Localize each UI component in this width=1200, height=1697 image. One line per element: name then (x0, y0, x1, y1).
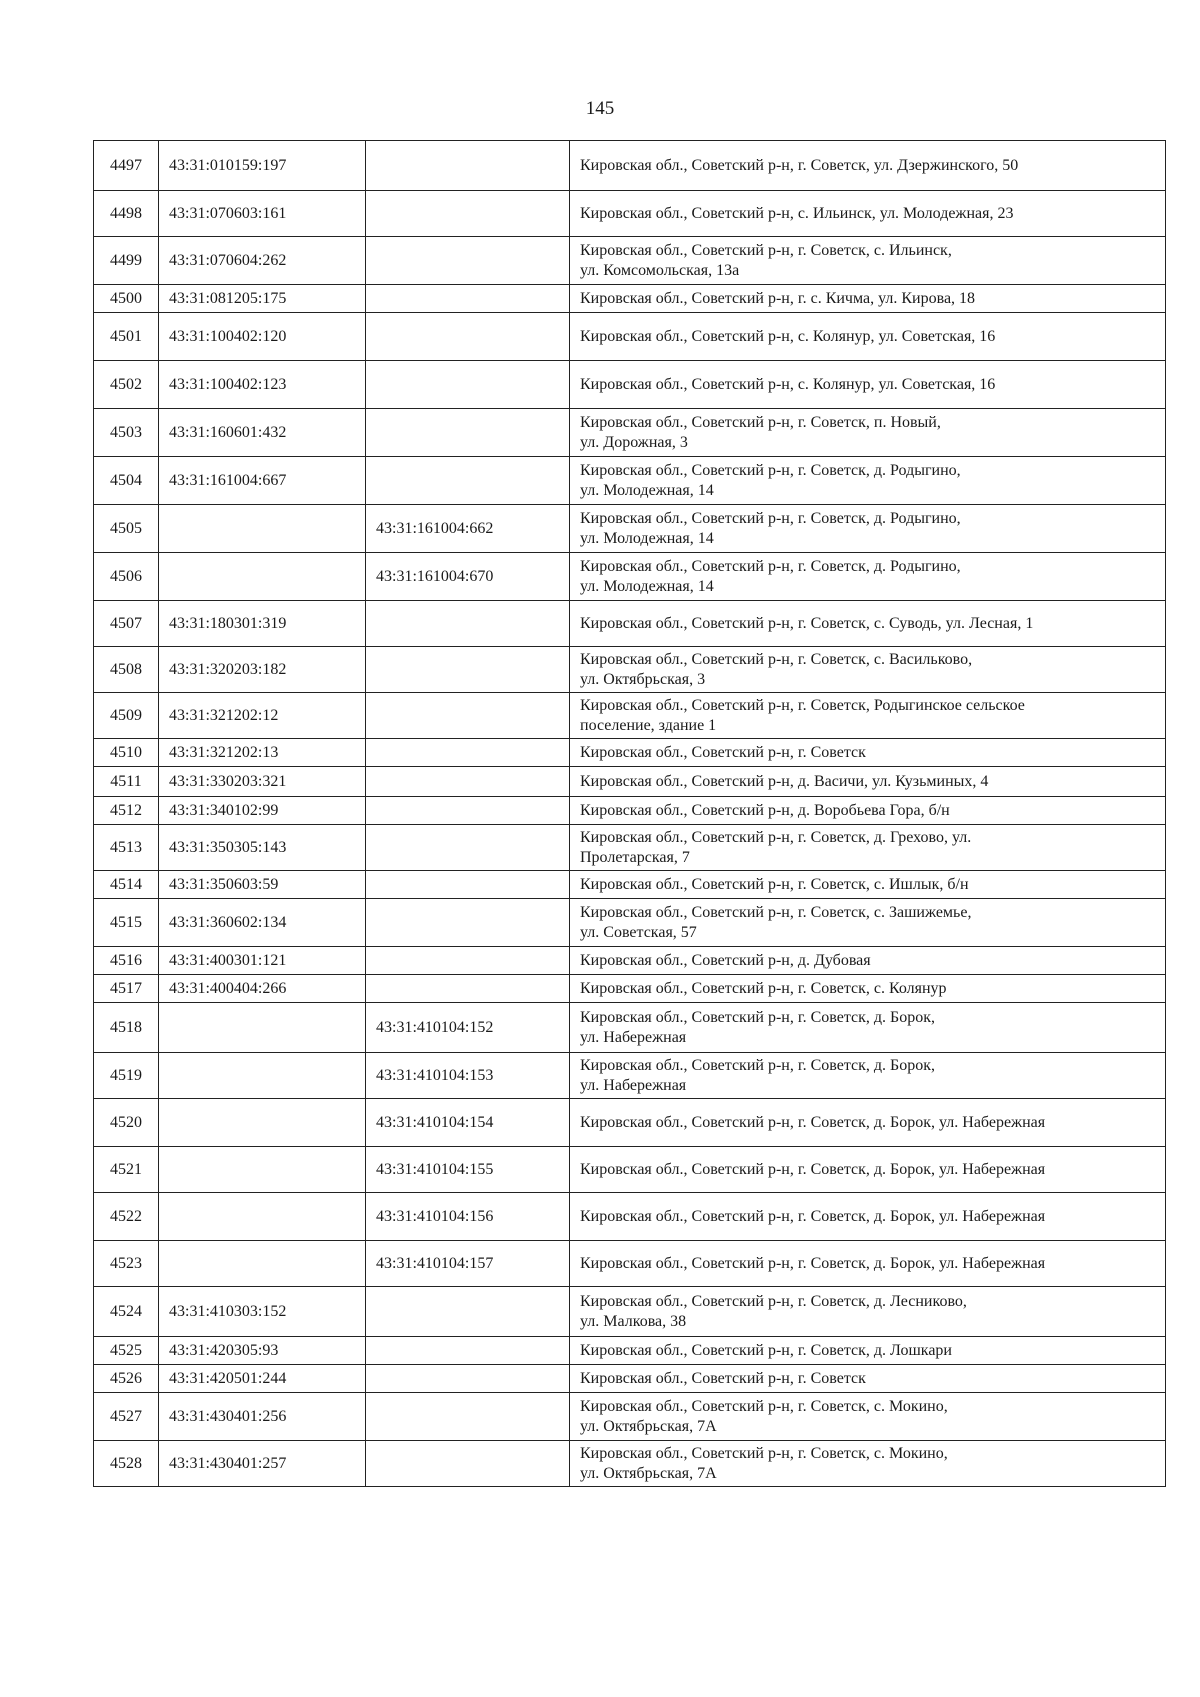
row-number-cell: 4508 (94, 647, 159, 693)
row-number-cell: 4524 (94, 1287, 159, 1337)
table-row (94, 1053, 1166, 1099)
related-cadastral-number-cell: 43:31:161004:670 (366, 553, 570, 601)
address-cell (570, 553, 1166, 601)
table-row (94, 237, 1166, 285)
related-cadastral-number-cell (366, 191, 570, 237)
cadastral-number-cell: 43:31:160601:432 (159, 409, 366, 457)
address-cell (570, 1441, 1166, 1487)
property-register-table (93, 140, 1166, 1487)
address-line: Кировская обл., Советский р-н, г. Советск, с. Мокино, (580, 1397, 948, 1415)
table-row (94, 899, 1166, 947)
row-number-cell: 4509 (94, 693, 159, 739)
cadastral-number-cell (159, 553, 366, 601)
address-line: Кировская обл., Советский р-н, г. Советск, д. Родыгино, (580, 461, 961, 479)
row-number-cell: 4515 (94, 899, 159, 947)
address-cell (570, 1193, 1166, 1241)
related-cadastral-number-cell: 43:31:410104:157 (366, 1241, 570, 1287)
row-number-cell: 4514 (94, 871, 159, 899)
row-number-cell: 4520 (94, 1099, 159, 1147)
cadastral-number-cell (159, 1053, 366, 1099)
address-cell (570, 647, 1166, 693)
table-row (94, 313, 1166, 361)
related-cadastral-number-cell (366, 237, 570, 285)
row-number-cell: 4528 (94, 1441, 159, 1487)
address-line: Кировская обл., Советский р-н, с. Колянур, ул. Советская, 16 (580, 327, 996, 345)
address-line: Кировская обл., Советский р-н, г. Советск, с. Мокино, (580, 1444, 948, 1462)
address-line: ул. Октябрьская, 7А (580, 1464, 717, 1482)
address-line: ул. Молодежная, 14 (580, 481, 714, 499)
table-row (94, 975, 1166, 1003)
row-number-cell: 4519 (94, 1053, 159, 1099)
address-line: Кировская обл., Советский р-н, г. Советск, д. Родыгино, (580, 557, 961, 575)
address-cell (570, 767, 1166, 797)
address-cell (570, 237, 1166, 285)
address-cell (570, 1099, 1166, 1147)
cadastral-number-cell (159, 1193, 366, 1241)
related-cadastral-number-cell (366, 825, 570, 871)
row-number-cell: 4518 (94, 1003, 159, 1053)
cadastral-number-cell: 43:31:350305:143 (159, 825, 366, 871)
table-row (94, 1393, 1166, 1441)
row-number-cell: 4516 (94, 947, 159, 975)
table-row (94, 693, 1166, 739)
address-line: Кировская обл., Советский р-н, г. Советск, д. Грехово, ул. (580, 828, 972, 846)
related-cadastral-number-cell (366, 1287, 570, 1337)
related-cadastral-number-cell: 43:31:410104:156 (366, 1193, 570, 1241)
address-line: Кировская обл., Советский р-н, г. Советск, д. Борок, ул. Набережная (580, 1113, 1046, 1131)
address-line: Кировская обл., Советский р-н, г. Советск, с. Колянур (580, 979, 947, 997)
table-row (94, 601, 1166, 647)
address-line: Кировская обл., Советский р-н, г. Советск (580, 743, 866, 761)
address-cell (570, 1365, 1166, 1393)
address-line: ул. Дорожная, 3 (580, 433, 688, 451)
address-cell (570, 797, 1166, 825)
address-line: Кировская обл., Советский р-н, г. Советск, д. Борок, (580, 1008, 935, 1026)
cadastral-number-cell: 43:31:161004:667 (159, 457, 366, 505)
address-cell (570, 1053, 1166, 1099)
row-number-cell: 4527 (94, 1393, 159, 1441)
cadastral-number-cell: 43:31:100402:120 (159, 313, 366, 361)
cadastral-number-cell: 43:31:070604:262 (159, 237, 366, 285)
related-cadastral-number-cell (366, 285, 570, 313)
row-number-cell: 4505 (94, 505, 159, 553)
table-row (94, 1099, 1166, 1147)
table-row (94, 457, 1166, 505)
related-cadastral-number-cell: 43:31:161004:662 (366, 505, 570, 553)
address-cell (570, 1003, 1166, 1053)
table-row (94, 1365, 1166, 1393)
address-line: Кировская обл., Советский р-н, г. Советск, с. Васильково, (580, 650, 973, 668)
cadastral-number-cell: 43:31:081205:175 (159, 285, 366, 313)
cadastral-number-cell: 43:31:010159:197 (159, 141, 366, 191)
row-number-cell: 4500 (94, 285, 159, 313)
row-number-cell: 4522 (94, 1193, 159, 1241)
address-line: Кировская обл., Советский р-н, с. Колянур, ул. Советская, 16 (580, 375, 996, 393)
related-cadastral-number-cell (366, 693, 570, 739)
table-row (94, 1147, 1166, 1193)
related-cadastral-number-cell (366, 1393, 570, 1441)
table-row (94, 285, 1166, 313)
address-line: ул. Набережная (580, 1076, 687, 1094)
related-cadastral-number-cell (366, 361, 570, 409)
cadastral-number-cell (159, 1099, 366, 1147)
related-cadastral-number-cell (366, 871, 570, 899)
address-line: Кировская обл., Советский р-н, д. Васичи, ул. Кузьминых, 4 (580, 772, 989, 790)
address-line: поселение, здание 1 (580, 716, 717, 734)
row-number-cell: 4497 (94, 141, 159, 191)
address-cell (570, 739, 1166, 767)
cadastral-number-cell: 43:31:070603:161 (159, 191, 366, 237)
address-line: Кировская обл., Советский р-н, г. Советск, д. Лошкари (580, 1341, 952, 1359)
cadastral-number-cell: 43:31:321202:12 (159, 693, 366, 739)
related-cadastral-number-cell: 43:31:410104:155 (366, 1147, 570, 1193)
address-cell (570, 1393, 1166, 1441)
cadastral-number-cell: 43:31:430401:256 (159, 1393, 366, 1441)
row-number-cell: 4523 (94, 1241, 159, 1287)
row-number-cell: 4512 (94, 797, 159, 825)
address-line: Кировская обл., Советский р-н, г. Советск, д. Борок, (580, 1056, 935, 1074)
address-line: Кировская обл., Советский р-н, г. Советск, д. Борок, ул. Набережная (580, 1207, 1046, 1225)
row-number-cell: 4498 (94, 191, 159, 237)
table-row (94, 739, 1166, 767)
address-line: Кировская обл., Советский р-н, г. Советск, с. Ишлык, б/н (580, 875, 969, 893)
cadastral-number-cell: 43:31:321202:13 (159, 739, 366, 767)
address-cell (570, 457, 1166, 505)
address-line: Пролетарская, 7 (580, 848, 690, 866)
table-row (94, 1003, 1166, 1053)
address-line: Кировская обл., Советский р-н, г. Советск, с. Зашижемье, (580, 903, 972, 921)
row-number-cell: 4517 (94, 975, 159, 1003)
address-line: Кировская обл., Советский р-н, г. Советск, Родыгинское сельское (580, 696, 1025, 714)
address-line: ул. Молодежная, 14 (580, 577, 714, 595)
address-cell (570, 825, 1166, 871)
address-line: ул. Малкова, 38 (580, 1312, 687, 1330)
table-row (94, 141, 1166, 191)
address-cell (570, 1337, 1166, 1365)
table-row (94, 825, 1166, 871)
cadastral-number-cell: 43:31:360602:134 (159, 899, 366, 947)
row-number-cell: 4501 (94, 313, 159, 361)
cadastral-number-cell: 43:31:330203:321 (159, 767, 366, 797)
row-number-cell: 4521 (94, 1147, 159, 1193)
row-number-cell: 4513 (94, 825, 159, 871)
related-cadastral-number-cell (366, 1337, 570, 1365)
row-number-cell: 4503 (94, 409, 159, 457)
address-cell (570, 975, 1166, 1003)
address-cell (570, 1287, 1166, 1337)
address-cell (570, 693, 1166, 739)
related-cadastral-number-cell (366, 1441, 570, 1487)
address-line: ул. Октябрьская, 7А (580, 1417, 717, 1435)
cadastral-number-cell: 43:31:420501:244 (159, 1365, 366, 1393)
address-cell (570, 361, 1166, 409)
address-line: Кировская обл., Советский р-н, г. Советск, д. Лесниково, (580, 1292, 967, 1310)
address-line: Кировская обл., Советский р-н, г. Советск, п. Новый, (580, 413, 941, 431)
address-line: Кировская обл., Советский р-н, с. Ильинск, ул. Молодежная, 23 (580, 204, 1014, 222)
address-line: Кировская обл., Советский р-н, г. Советск, д. Родыгино, (580, 509, 961, 527)
related-cadastral-number-cell (366, 797, 570, 825)
table-row (94, 1287, 1166, 1337)
address-line: Кировская обл., Советский р-н, г. Советск, д. Борок, ул. Набережная (580, 1160, 1046, 1178)
related-cadastral-number-cell (366, 601, 570, 647)
related-cadastral-number-cell (366, 1365, 570, 1393)
table-row (94, 1337, 1166, 1365)
address-line: Кировская обл., Советский р-н, д. Дубовая (580, 951, 871, 969)
table-row (94, 647, 1166, 693)
cadastral-number-cell (159, 1241, 366, 1287)
address-line: Кировская обл., Советский р-н, г. Советск, с. Суводь, ул. Лесная, 1 (580, 614, 1034, 632)
address-cell (570, 871, 1166, 899)
address-line: Кировская обл., Советский р-н, г. Советск (580, 1369, 866, 1387)
cadastral-number-cell: 43:31:100402:123 (159, 361, 366, 409)
table-row (94, 767, 1166, 797)
cadastral-number-cell: 43:31:430401:257 (159, 1441, 366, 1487)
cadastral-number-cell: 43:31:400404:266 (159, 975, 366, 1003)
address-cell (570, 285, 1166, 313)
cadastral-number-cell: 43:31:420305:93 (159, 1337, 366, 1365)
cadastral-number-cell: 43:31:400301:121 (159, 947, 366, 975)
cadastral-number-cell: 43:31:350603:59 (159, 871, 366, 899)
address-cell (570, 141, 1166, 191)
table-row (94, 553, 1166, 601)
address-cell (570, 505, 1166, 553)
cadastral-number-cell: 43:31:410303:152 (159, 1287, 366, 1337)
row-number-cell: 4507 (94, 601, 159, 647)
table-row (94, 1241, 1166, 1287)
related-cadastral-number-cell (366, 947, 570, 975)
address-line: Кировская обл., Советский р-н, г. Советск, с. Ильинск, (580, 241, 952, 259)
address-cell (570, 1147, 1166, 1193)
row-number-cell: 4525 (94, 1337, 159, 1365)
related-cadastral-number-cell (366, 409, 570, 457)
address-line: Кировская обл., Советский р-н, д. Воробьева Гора, б/н (580, 801, 950, 819)
cadastral-number-cell: 43:31:180301:319 (159, 601, 366, 647)
row-number-cell: 4504 (94, 457, 159, 505)
table-row (94, 797, 1166, 825)
cadastral-number-cell (159, 1147, 366, 1193)
related-cadastral-number-cell (366, 899, 570, 947)
address-cell (570, 601, 1166, 647)
page-number: 145 (585, 98, 615, 119)
address-line: ул. Советская, 57 (580, 923, 697, 941)
cadastral-number-cell: 43:31:340102:99 (159, 797, 366, 825)
related-cadastral-number-cell (366, 141, 570, 191)
address-cell (570, 409, 1166, 457)
row-number-cell: 4502 (94, 361, 159, 409)
related-cadastral-number-cell (366, 767, 570, 797)
row-number-cell: 4499 (94, 237, 159, 285)
table-row (94, 361, 1166, 409)
row-number-cell: 4510 (94, 739, 159, 767)
table-row (94, 409, 1166, 457)
related-cadastral-number-cell (366, 313, 570, 361)
related-cadastral-number-cell (366, 975, 570, 1003)
table-body (94, 141, 1166, 1487)
table-row (94, 1193, 1166, 1241)
table-row (94, 947, 1166, 975)
address-line: Кировская обл., Советский р-н, г. Советск, ул. Дзержинского, 50 (580, 156, 1019, 174)
address-cell (570, 1241, 1166, 1287)
row-number-cell: 4511 (94, 767, 159, 797)
related-cadastral-number-cell (366, 739, 570, 767)
table-row (94, 871, 1166, 899)
row-number-cell: 4506 (94, 553, 159, 601)
address-cell (570, 191, 1166, 237)
row-number-cell: 4526 (94, 1365, 159, 1393)
related-cadastral-number-cell: 43:31:410104:154 (366, 1099, 570, 1147)
related-cadastral-number-cell: 43:31:410104:153 (366, 1053, 570, 1099)
related-cadastral-number-cell: 43:31:410104:152 (366, 1003, 570, 1053)
cadastral-number-cell (159, 1003, 366, 1053)
cadastral-number-cell: 43:31:320203:182 (159, 647, 366, 693)
address-cell (570, 947, 1166, 975)
address-line: ул. Набережная (580, 1028, 687, 1046)
address-line: ул. Молодежная, 14 (580, 529, 714, 547)
related-cadastral-number-cell (366, 647, 570, 693)
address-cell (570, 899, 1166, 947)
table-row (94, 505, 1166, 553)
address-cell (570, 313, 1166, 361)
table-row (94, 191, 1166, 237)
address-line: Кировская обл., Советский р-н, г. с. Кичма, ул. Кирова, 18 (580, 289, 976, 307)
cadastral-number-cell (159, 505, 366, 553)
table-row (94, 1441, 1166, 1487)
address-line: Кировская обл., Советский р-н, г. Советск, д. Борок, ул. Набережная (580, 1254, 1046, 1272)
address-line: ул. Октябрьская, 3 (580, 670, 706, 688)
related-cadastral-number-cell (366, 457, 570, 505)
address-line: ул. Комсомольская, 13а (580, 261, 740, 279)
